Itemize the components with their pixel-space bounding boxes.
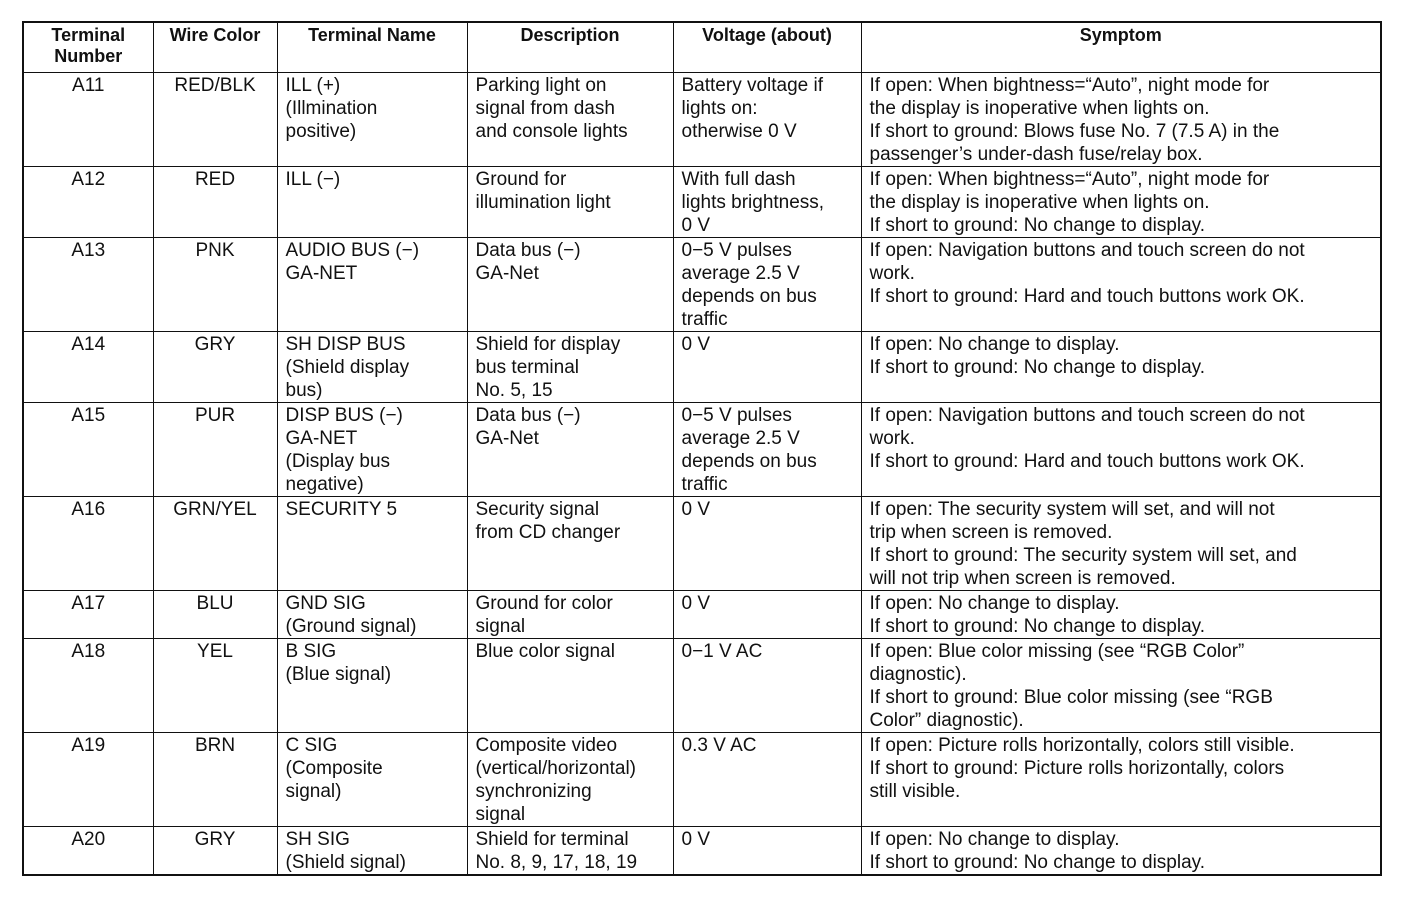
terminal-name-cell-line: signal) [285,780,342,802]
voltage-cell-line: depends on bus [681,450,817,472]
header-terminal-number: Terminal Number [23,22,153,72]
symptom-cell-line: If open: No change to display. [869,592,1120,614]
header-terminal-name: Terminal Name [277,22,467,72]
voltage-cell [673,638,861,732]
voltage-cell-line: traffic [681,308,728,330]
description-cell-line: GA-Net [475,427,539,449]
table-row [23,826,1381,875]
terminal-number-cell: A12 [23,166,153,237]
symptom-cell [861,732,1381,826]
description-cell-line: No. 8, 9, 17, 18, 19 [475,851,638,873]
terminal-number-cell: A19 [23,732,153,826]
voltage-cell-line: depends on bus [681,285,817,307]
terminal-number-cell: A16 [23,496,153,590]
voltage-cell-line: otherwise 0 V [681,120,797,142]
symptom-cell-line: If open: When bightness=“Auto”, night mode for [869,168,1270,190]
symptom-cell-line: Color” diagnostic). [869,709,1024,731]
description-cell-line: signal from dash [475,97,615,119]
symptom-cell-line: If open: Picture rolls horizontally, colors still visible. [869,734,1295,756]
terminal-name-cell-line: SECURITY 5 [285,498,398,520]
terminal-number-cell: A14 [23,331,153,402]
voltage-cell [673,72,861,166]
table-row [23,402,1381,496]
symptom-cell [861,590,1381,638]
description-cell [467,72,673,166]
terminal-name-cell [277,732,467,826]
description-cell-line: and console lights [475,120,628,142]
terminal-number-cell: A17 [23,590,153,638]
terminal-name-cell-line: (Shield signal) [285,851,406,873]
description-cell [467,732,673,826]
terminal-name-cell [277,72,467,166]
symptom-cell [861,826,1381,875]
symptom-cell-line: the display is inoperative when lights on. [869,191,1210,213]
table-row [23,590,1381,638]
wire-color-cell: YEL [153,638,277,732]
description-cell-line: GA-Net [475,262,539,284]
symptom-cell [861,72,1381,166]
symptom-cell-line: If short to ground: Hard and touch buttons work OK. [869,450,1305,472]
terminal-name-cell [277,402,467,496]
terminal-name-cell [277,237,467,331]
description-cell-line: Blue color signal [475,640,615,662]
terminal-number-cell: A18 [23,638,153,732]
symptom-cell-line: If short to ground: No change to display. [869,615,1206,637]
symptom-cell-line: If open: No change to display. [869,828,1120,850]
voltage-cell-line: 0 V [681,592,711,614]
symptom-cell-line: work. [869,262,915,284]
header-symptom: Symptom [861,22,1381,72]
terminal-name-cell-line: positive) [285,120,357,142]
symptom-cell-line: If open: No change to display. [869,333,1120,355]
terminal-table [22,21,1382,876]
table-row [23,496,1381,590]
description-cell-line: signal [475,615,526,637]
terminal-name-cell-line: GA-NET [285,262,358,284]
terminal-name-cell-line: SH DISP BUS [285,333,406,355]
symptom-cell [861,331,1381,402]
symptom-cell-line: If open: Navigation buttons and touch screen do not [869,239,1305,261]
symptom-cell-line: If short to ground: The security system will set, and [869,544,1297,566]
voltage-cell-line: average 2.5 V [681,427,800,449]
voltage-cell-line: average 2.5 V [681,262,800,284]
terminal-name-cell-line: ILL (−) [285,168,341,190]
table-body [23,72,1381,875]
symptom-cell-line: If short to ground: Hard and touch buttons work OK. [869,285,1305,307]
table-row [23,237,1381,331]
description-cell-line: Shield for terminal [475,828,629,850]
terminal-name-cell [277,638,467,732]
description-cell-line: signal [475,803,526,825]
terminal-name-cell-line: negative) [285,473,364,495]
symptom-cell-line: If short to ground: No change to display. [869,851,1206,873]
terminal-name-cell-line: AUDIO BUS (−) [285,239,420,261]
voltage-cell-line: traffic [681,473,728,495]
voltage-cell [673,826,861,875]
symptom-cell-line: If open: The security system will set, and will not [869,498,1275,520]
voltage-cell-line: 0 V [681,828,711,850]
description-cell-line: Composite video [475,734,618,756]
wire-color-cell: GRY [153,331,277,402]
description-cell [467,496,673,590]
description-cell [467,331,673,402]
description-cell-line: Shield for display [475,333,621,355]
wire-color-cell: PNK [153,237,277,331]
terminal-name-cell-line: bus) [285,379,323,401]
table-header [23,22,1381,72]
symptom-cell [861,496,1381,590]
symptom-cell [861,402,1381,496]
terminal-table-sheet [22,21,1380,876]
terminal-name-cell-line: (Composite [285,757,383,779]
description-cell [467,590,673,638]
voltage-cell-line: lights on: [681,97,758,119]
terminal-name-cell-line: GND SIG [285,592,366,614]
description-cell-line: bus terminal [475,356,579,378]
description-cell-line: Data bus (−) [475,239,581,261]
terminal-name-cell-line: B SIG [285,640,337,662]
voltage-cell-line: 0−1 V AC [681,640,763,662]
symptom-cell-line: If open: Navigation buttons and touch screen do not [869,404,1305,426]
terminal-name-cell [277,590,467,638]
description-cell-line: Security signal [475,498,600,520]
description-cell-line: No. 5, 15 [475,379,553,401]
symptom-cell [861,638,1381,732]
voltage-cell [673,331,861,402]
voltage-cell-line: 0 V [681,333,711,355]
terminal-name-cell [277,826,467,875]
voltage-cell-line: lights brightness, [681,191,825,213]
symptom-cell-line: the display is inoperative when lights on. [869,97,1210,119]
description-cell [467,166,673,237]
table-row [23,732,1381,826]
description-cell [467,826,673,875]
terminal-name-cell-line: C SIG [285,734,338,756]
voltage-cell-line: 0−5 V pulses [681,239,792,261]
description-cell-line: from CD changer [475,521,621,543]
symptom-cell-line: If short to ground: Picture rolls horizontally, colors [869,757,1285,779]
terminal-name-cell [277,331,467,402]
wire-color-cell: GRY [153,826,277,875]
wire-color-cell: RED [153,166,277,237]
symptom-cell [861,166,1381,237]
terminal-number-cell: A13 [23,237,153,331]
description-cell-line: Data bus (−) [475,404,581,426]
description-cell-line: Ground for [475,168,567,190]
voltage-cell-line: 0 V [681,498,711,520]
description-cell-line: Parking light on [475,74,607,96]
symptom-cell-line: If short to ground: No change to display. [869,214,1206,236]
table-row [23,72,1381,166]
wire-color-cell: BRN [153,732,277,826]
voltage-cell-line: 0 V [681,214,711,236]
terminal-name-cell-line: (Blue signal) [285,663,392,685]
description-cell-line: (vertical/horizontal) [475,757,636,779]
terminal-name-cell [277,166,467,237]
symptom-cell-line: If open: Blue color missing (see “RGB Color” [869,640,1245,662]
description-cell-line: Ground for color [475,592,613,614]
header-voltage: Voltage (about) [673,22,861,72]
wire-color-cell: PUR [153,402,277,496]
description-cell [467,237,673,331]
wire-color-cell: BLU [153,590,277,638]
header-description: Description [467,22,673,72]
voltage-cell [673,732,861,826]
description-cell-line: illumination light [475,191,611,213]
voltage-cell-line: With full dash [681,168,796,190]
symptom-cell-line: diagnostic). [869,663,967,685]
voltage-cell [673,590,861,638]
voltage-cell [673,496,861,590]
terminal-number-cell: A15 [23,402,153,496]
header-row [23,22,1381,72]
description-cell [467,638,673,732]
terminal-name-cell-line: (Illmination [285,97,378,119]
terminal-name-cell-line: (Ground signal) [285,615,417,637]
terminal-name-cell-line: (Display bus [285,450,391,472]
voltage-cell [673,166,861,237]
symptom-cell [861,237,1381,331]
wire-color-cell: GRN/YEL [153,496,277,590]
table-row [23,331,1381,402]
terminal-name-cell-line: GA-NET [285,427,358,449]
terminal-name-cell-line: SH SIG [285,828,350,850]
symptom-cell-line: If short to ground: Blows fuse No. 7 (7.5 A) in the [869,120,1280,142]
terminal-name-cell-line: ILL (+) [285,74,341,96]
symptom-cell-line: If short to ground: No change to display. [869,356,1206,378]
table-row [23,638,1381,732]
wire-color-cell: RED/BLK [153,72,277,166]
description-cell [467,402,673,496]
table-row [23,166,1381,237]
symptom-cell-line: trip when screen is removed. [869,521,1113,543]
voltage-cell-line: 0.3 V AC [681,734,757,756]
symptom-cell-line: passenger’s under-dash fuse/relay box. [869,143,1203,165]
voltage-cell-line: 0−5 V pulses [681,404,792,426]
terminal-number-cell: A20 [23,826,153,875]
terminal-number-cell: A11 [23,72,153,166]
voltage-cell-line: Battery voltage if [681,74,824,96]
symptom-cell-line: still visible. [869,780,961,802]
terminal-name-cell-line: (Shield display [285,356,410,378]
voltage-cell [673,237,861,331]
symptom-cell-line: work. [869,427,915,449]
terminal-name-cell [277,496,467,590]
terminal-name-cell-line: DISP BUS (−) [285,404,403,426]
symptom-cell-line: If open: When bightness=“Auto”, night mode for [869,74,1270,96]
header-wire-color: Wire Color [153,22,277,72]
symptom-cell-line: If short to ground: Blue color missing (see “RGB [869,686,1273,708]
description-cell-line: synchronizing [475,780,592,802]
symptom-cell-line: will not trip when screen is removed. [869,567,1176,589]
voltage-cell [673,402,861,496]
